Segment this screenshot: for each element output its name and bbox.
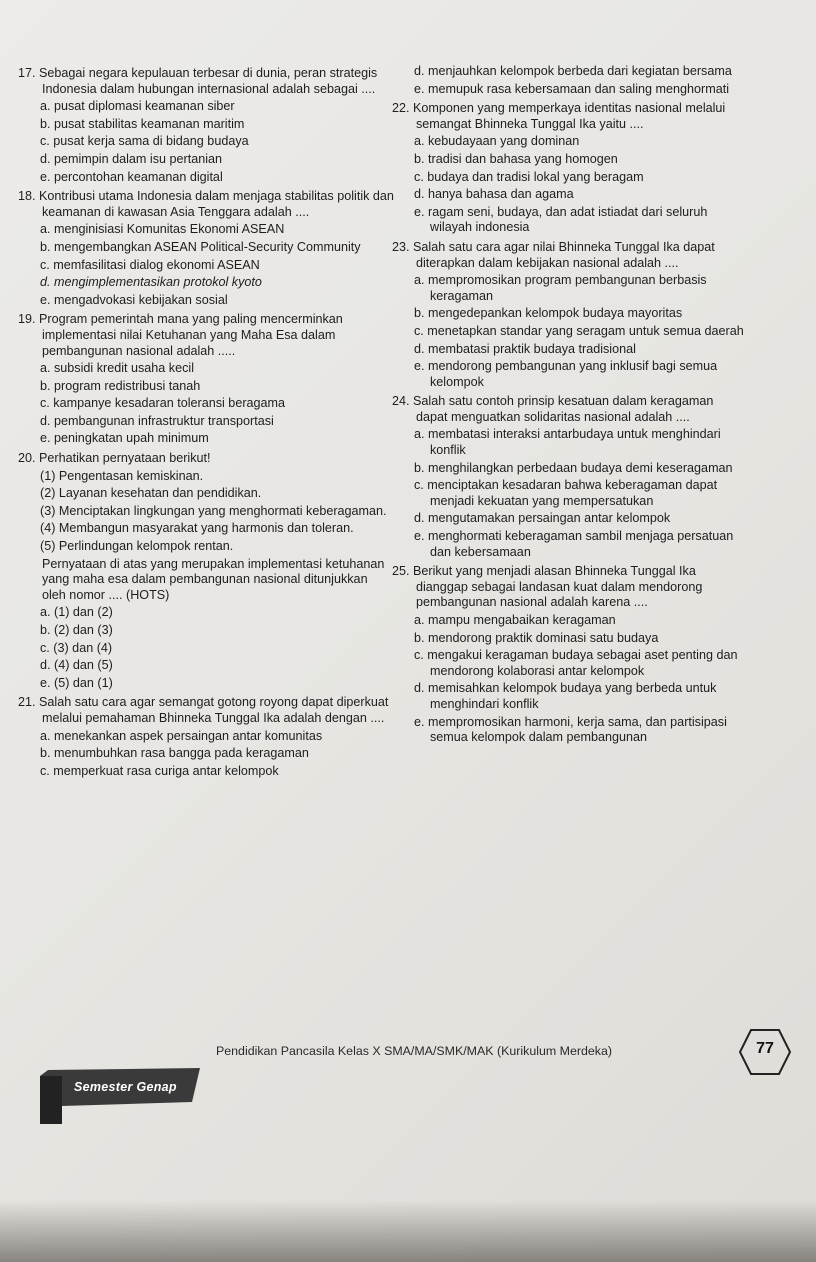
statement: (1) Pengentasan kemiskinan. <box>40 468 204 483</box>
option: e. mengadvokasi kebijakan sosial <box>40 292 228 307</box>
option: d. memisahkan kelompok budaya yang berbeda untuk menghindari konflik <box>414 681 717 711</box>
semester-badge-icon <box>40 1062 200 1126</box>
question-18 <box>18 189 394 308</box>
question-stem: 17. Sebagai negara kepulauan terbesar di dunia, peran strategis Indonesia dalam hubungan internasional adalah sebagai .... <box>18 66 378 96</box>
question-stem: 19. Program pemerintah mana yang paling mencerminkan implementasi nilai Ketuhanan yang Maha Esa dalam pembangunan nasional adalah ..... <box>18 312 343 358</box>
option: a. menekankan aspek persaingan antar komunitas <box>40 728 323 743</box>
option: c. mengakui keragaman budaya sebagai aset penting dan mendorong kolaborasi antar kelompok <box>414 648 738 678</box>
option: c. memperkuat rasa curiga antar kelompok <box>40 763 279 778</box>
option: b. pusat stabilitas keamanan maritim <box>40 116 245 131</box>
question-24 <box>392 394 744 560</box>
question-21 <box>18 695 394 779</box>
option: e. ragam seni, budaya, dan adat istiadat dari seluruh wilayah indonesia <box>414 204 708 235</box>
option: b. menghilangkan perbedaan budaya demi keseragaman <box>414 460 733 475</box>
option: e. (5) dan (1) <box>40 675 113 690</box>
question-stem: 21. Salah satu cara agar semangat gotong royong dapat diperkuat melalui pemahaman Bhinneka Tunggal Ika adalah dengan .... <box>18 695 389 725</box>
question-stem: 24. Salah satu contoh prinsip kesatuan dalam keragaman dapat menguatkan solidaritas nasional adalah .... <box>392 394 714 424</box>
option: d. mengimplementasikan protokol kyoto <box>40 275 262 290</box>
question-stem: 25. Berikut yang menjadi alasan Bhinneka Tunggal Ika dianggap sebagai landasan kuat dalam mendorong pembangunan nasional adalah karena .... <box>392 564 703 610</box>
option: c. menciptakan kesadaran bahwa keberagaman dapat menjadi kekuatan yang mempersatukan <box>414 478 718 508</box>
statement: (4) Membangun masyarakat yang harmonis dan toleran. <box>40 521 354 536</box>
option: d. (4) dan (5) <box>40 658 113 673</box>
option: b. mengembangkan ASEAN Political-Security Community <box>40 239 361 254</box>
statement: (3) Menciptakan lingkungan yang menghormati keberagaman. <box>40 503 387 518</box>
option: d. hanya bahasa dan agama <box>414 187 574 202</box>
option: b. menumbuhkan rasa bangga pada keragaman <box>40 746 309 761</box>
left-column <box>18 62 394 779</box>
question-17 <box>18 66 394 185</box>
option: d. menjauhkan kelompok berbeda dari kegiatan bersama <box>414 64 732 78</box>
option: e. menghormati keberagaman sambil menjaga persatuan dan kebersamaan <box>414 529 734 559</box>
option: c. menetapkan standar yang seragam untuk semua daerah <box>414 323 744 338</box>
option: a. membatasi interaksi antarbudaya untuk menghindari konflik <box>414 427 721 458</box>
option: a. (1) dan (2) <box>40 605 113 620</box>
question-stem: 18. Kontribusi utama Indonesia dalam menjaga stabilitas politik dan keamanan di kawasan Asia Tenggara adalah .... <box>18 189 394 219</box>
page-shadow <box>0 1200 816 1262</box>
option: b. mengedepankan kelompok budaya mayoritas <box>414 306 683 321</box>
option: d. membatasi praktik budaya tradisional <box>414 341 636 356</box>
option: d. mengutamakan persaingan antar kelompok <box>414 511 671 526</box>
option: b. program redistribusi tanah <box>40 378 201 393</box>
question-19 <box>18 312 394 447</box>
option: e. peningkatan upah minimum <box>40 431 209 446</box>
option: c. (3) dan (4) <box>40 640 113 655</box>
question-20 <box>18 451 394 691</box>
option: e. mendorong pembangunan yang inklusif bagi semua kelompok <box>414 359 718 389</box>
option: d. pembangunan infrastruktur transportasi <box>40 413 274 428</box>
question-prompt: Pernyataan di atas yang merupakan implementasi ketuhanan yang maha esa dalam pembangunan nasional ditunjukkan oleh nomor .... (HOTS) <box>42 556 385 602</box>
question-23 <box>392 240 744 390</box>
question-stem: 22. Komponen yang memperkaya identitas nasional melalui semangat Bhinneka Tunggal Ika yaitu .... <box>392 101 726 131</box>
option: b. tradisi dan bahasa yang homogen <box>414 151 618 166</box>
option: d. pemimpin dalam isu pertanian <box>40 151 223 166</box>
right-column <box>392 62 744 746</box>
option: a. mampu mengabaikan keragaman <box>414 613 616 627</box>
option: a. subsidi kredit usaha kecil <box>40 361 195 376</box>
page-number: 77 <box>756 1040 774 1057</box>
option: e. percontohan keamanan digital <box>40 169 223 184</box>
question-17-continued <box>392 64 744 97</box>
option: c. pusat kerja sama di bidang budaya <box>40 134 249 149</box>
option: c. memfasilitasi dialog ekonomi ASEAN <box>40 257 260 272</box>
option: c. kampanye kesadaran toleransi beragama <box>40 396 286 411</box>
option: b. mendorong praktik dominasi satu budaya <box>414 630 659 645</box>
semester-label: Semester Genap <box>74 1080 177 1094</box>
question-22 <box>392 101 744 236</box>
book-title: Pendidikan Pancasila Kelas X SMA/MA/SMK/MAK (Kurikulum Merdeka) <box>216 1044 612 1058</box>
option: a. kebudayaan yang dominan <box>414 134 580 149</box>
option: a. mempromosikan program pembangunan berbasis keragaman <box>414 273 707 303</box>
option: e. mempromosikan harmoni, kerja sama, dan partisipasi semua kelompok dalam pembangunan <box>414 714 727 745</box>
statement: (2) Layanan kesehatan dan pendidikan. <box>40 486 262 501</box>
option: e. memupuk rasa kebersamaan dan saling menghormati <box>414 81 730 96</box>
question-stem: 20. Perhatikan pernyataan berikut! <box>18 451 211 466</box>
statement: (5) Perlindungan kelompok rentan. <box>40 539 234 554</box>
option: c. budaya dan tradisi lokal yang beragam <box>414 169 644 184</box>
question-stem: 23. Salah satu cara agar nilai Bhinneka Tunggal Ika dapat diterapkan dalam kebijakan nasional adalah .... <box>392 239 715 270</box>
question-25 <box>392 564 744 746</box>
option: b. (2) dan (3) <box>40 623 113 637</box>
option: a. menginisiasi Komunitas Ekonomi ASEAN <box>40 222 285 237</box>
option: a. pusat diplomasi keamanan siber <box>40 99 235 114</box>
